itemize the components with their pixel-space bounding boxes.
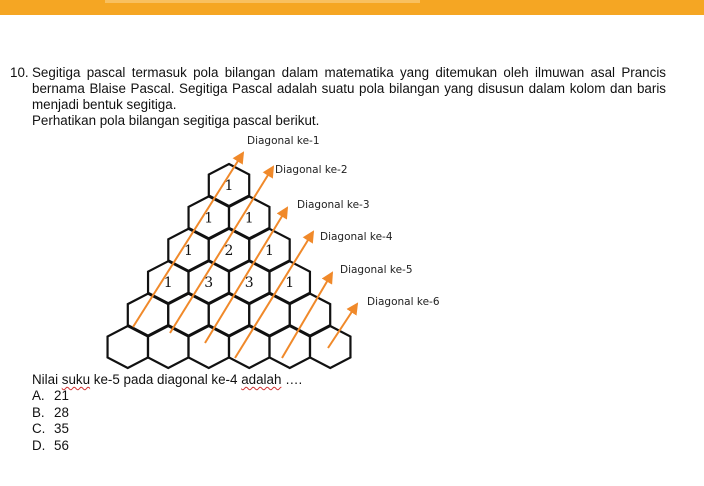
diagonal-label-4: Diagonal ke-4 — [320, 231, 393, 243]
prompt-part: Nilai — [32, 372, 62, 387]
question-number: 10. — [10, 65, 29, 80]
diagonal-label-5: Diagonal ke-5 — [340, 264, 413, 276]
option-letter: A. — [32, 388, 45, 403]
cell-value: 1 — [204, 210, 214, 227]
prompt-part: …. — [281, 372, 303, 387]
cell-value: 2 — [224, 242, 234, 259]
option-value: 28 — [54, 404, 69, 420]
diagonal-label-6: Diagonal ke-6 — [367, 296, 440, 308]
diagonal-label-3: Diagonal ke-3 — [297, 199, 370, 211]
cell-value: 1 — [285, 275, 295, 292]
cell-value: 1 — [163, 275, 173, 292]
cell-value: 1 — [224, 178, 234, 194]
hexagon-cell — [148, 326, 188, 368]
option-value: 21 — [54, 388, 69, 403]
cell-value: 1 — [184, 242, 193, 259]
question-text: Segitiga pascal termasuk pola bilangan dalam matematika yang ditemukan oleh ilmuwan asal Prancis bernama Blaise Pascal. Segitiga Pascal adalah suatu pola bilangan yang disusun dalam kolom dan baris menjadi bentuk segitiga. — [32, 65, 666, 112]
diagonal-label-1: Diagonal ke-1 — [247, 135, 320, 147]
hexagon-cell — [229, 326, 269, 368]
prompt-word-adalah: adalah — [241, 372, 282, 387]
option-letter: C. — [32, 421, 46, 436]
cell-value: 1 — [265, 242, 274, 259]
cell-value: 3 — [204, 275, 214, 292]
option-c[interactable] — [32, 421, 69, 438]
question-prompt — [32, 372, 302, 388]
hexagon-cell — [189, 326, 229, 368]
hexagon-cell — [108, 326, 148, 368]
option-d[interactable] — [32, 438, 69, 455]
hexagon-cell — [310, 326, 350, 368]
cell-value: 3 — [244, 275, 254, 292]
option-letter: B. — [32, 404, 45, 420]
diagonal-label-2: Diagonal ke-2 — [275, 164, 348, 176]
option-letter: D. — [32, 437, 46, 453]
option-value: 35 — [54, 421, 69, 436]
question-instruction: Perhatikan pola bilangan segitiga pascal berikut. — [32, 113, 320, 128]
option-a[interactable] — [32, 388, 69, 405]
cell-value: 1 — [244, 210, 254, 227]
prompt-part: ke-5 pada diagonal ke-4 — [90, 372, 242, 387]
hexagon-cell — [270, 326, 310, 368]
option-b[interactable] — [32, 405, 69, 422]
answer-options — [32, 388, 69, 454]
prompt-word-suku: suku — [61, 372, 91, 387]
option-value: 56 — [54, 437, 69, 453]
